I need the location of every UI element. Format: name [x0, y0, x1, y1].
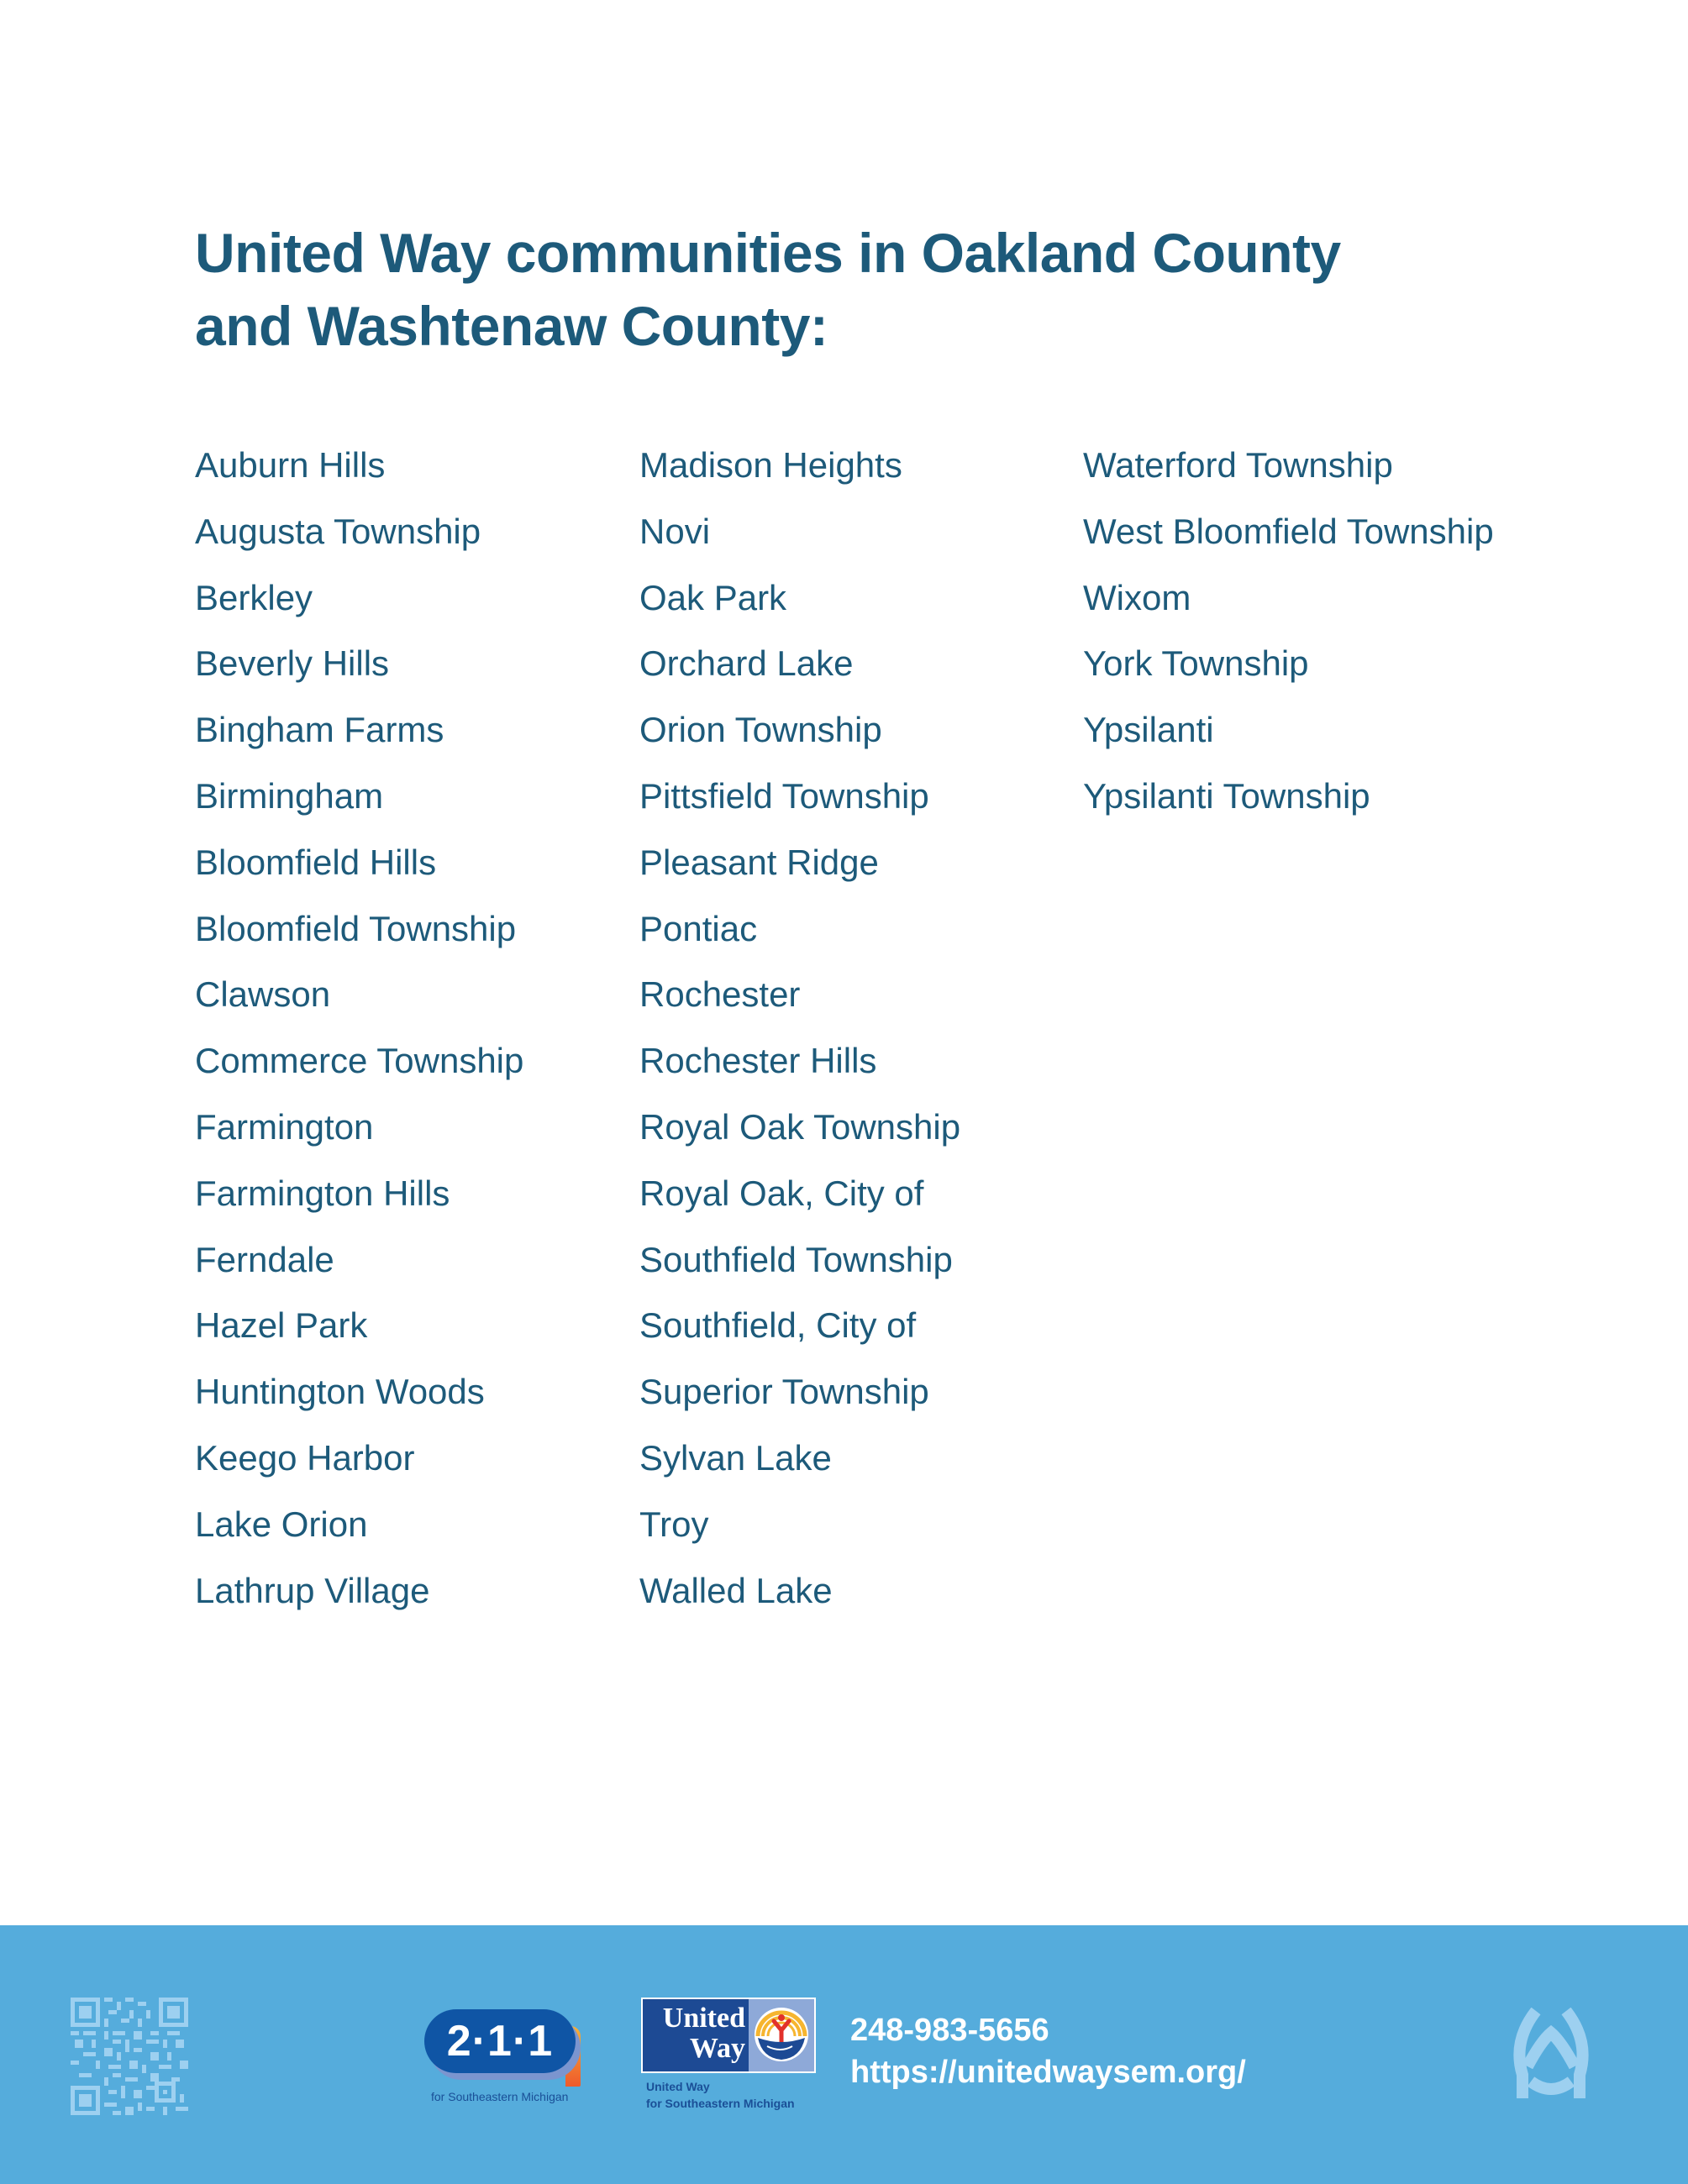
list-item: Ypsilanti [1083, 710, 1214, 750]
list-item: Farmington Hills [195, 1173, 450, 1213]
footer-bar [0, 1925, 1688, 2184]
list-item: Wixom [1083, 577, 1191, 617]
page-title-line-2: and Washtenaw County: [195, 295, 828, 357]
rainbow-hand-person-icon [752, 2003, 811, 2066]
list-item: Birmingham [195, 775, 384, 816]
list-item: Lathrup Village [195, 1570, 430, 1610]
list-item: Keego Harbor [195, 1437, 415, 1478]
united-way-word-way: Way [689, 2033, 745, 2064]
phone-number[interactable]: 248-983-5656 [850, 2013, 1049, 2048]
qr-code-icon[interactable] [71, 1998, 188, 2115]
list-item: West Bloomfield Township [1083, 511, 1494, 551]
list-item: Waterford Township [1083, 445, 1393, 485]
communities-column-3 [1083, 433, 1587, 1624]
list-item: Oak Park [639, 577, 787, 617]
list-item: Orchard Lake [639, 643, 854, 684]
list-item: Superior Township [639, 1372, 929, 1412]
communities-column-1 [195, 433, 639, 1624]
list-item: Southfield Township [639, 1239, 953, 1279]
website-link[interactable]: https://unitedwaysem.org/ [850, 2055, 1246, 2090]
list-item: Huntington Woods [195, 1372, 485, 1412]
list-item: Berkley [195, 577, 313, 617]
contact-info [850, 2009, 1246, 2093]
united-way-caption: United Way for Southeastern Michigan [646, 2080, 795, 2110]
page-title [195, 217, 1539, 363]
list-item: Walled Lake [639, 1570, 833, 1610]
list-item: Orion Township [639, 710, 882, 750]
list-item: Rochester [639, 974, 801, 1015]
list-item: Madison Heights [639, 445, 902, 485]
communities-column-2 [639, 433, 1083, 1624]
united-way-logo-box [641, 1998, 816, 2073]
list-item: Commerce Township [195, 1041, 524, 1081]
list-item: Rochester Hills [639, 1041, 877, 1081]
list-item: Augusta Township [195, 511, 481, 551]
list-item: Pittsfield Township [639, 775, 929, 816]
list-item: Farmington [195, 1106, 374, 1147]
page-title-line-1: United Way communities in Oakland County [195, 222, 1341, 284]
list-item: Southfield, City of [639, 1305, 917, 1346]
list-item: Hazel Park [195, 1305, 368, 1346]
list-item: Lake Orion [195, 1504, 368, 1544]
list-item: Royal Oak Township [639, 1106, 961, 1147]
list-item: Ypsilanti Township [1083, 775, 1370, 816]
211-tagline: for Southeastern Michigan [431, 2090, 569, 2103]
list-item: Pleasant Ridge [639, 842, 879, 882]
list-item: Bloomfield Township [195, 908, 517, 948]
list-item: Beverly Hills [195, 643, 390, 684]
united-way-logo[interactable] [641, 1998, 818, 2124]
list-item: Bloomfield Hills [195, 842, 437, 882]
list-item: Royal Oak, City of [639, 1173, 924, 1213]
list-item: Troy [639, 1504, 709, 1544]
list-item: Sylvan Lake [639, 1437, 832, 1478]
list-item: Bingham Farms [195, 710, 444, 750]
list-item: Clawson [195, 974, 331, 1015]
211-number: 2·1·1 [446, 2017, 554, 2066]
list-item: Ferndale [195, 1239, 334, 1279]
aa-monogram-icon [1511, 2008, 1591, 2100]
211-logo[interactable] [424, 2009, 592, 2102]
list-item: Pontiac [639, 908, 758, 948]
united-way-word-united: United [662, 2003, 745, 2034]
list-item: Novi [639, 511, 711, 551]
list-item: York Township [1083, 643, 1309, 684]
list-item: Auburn Hills [195, 445, 386, 485]
communities-list [195, 433, 1587, 1624]
